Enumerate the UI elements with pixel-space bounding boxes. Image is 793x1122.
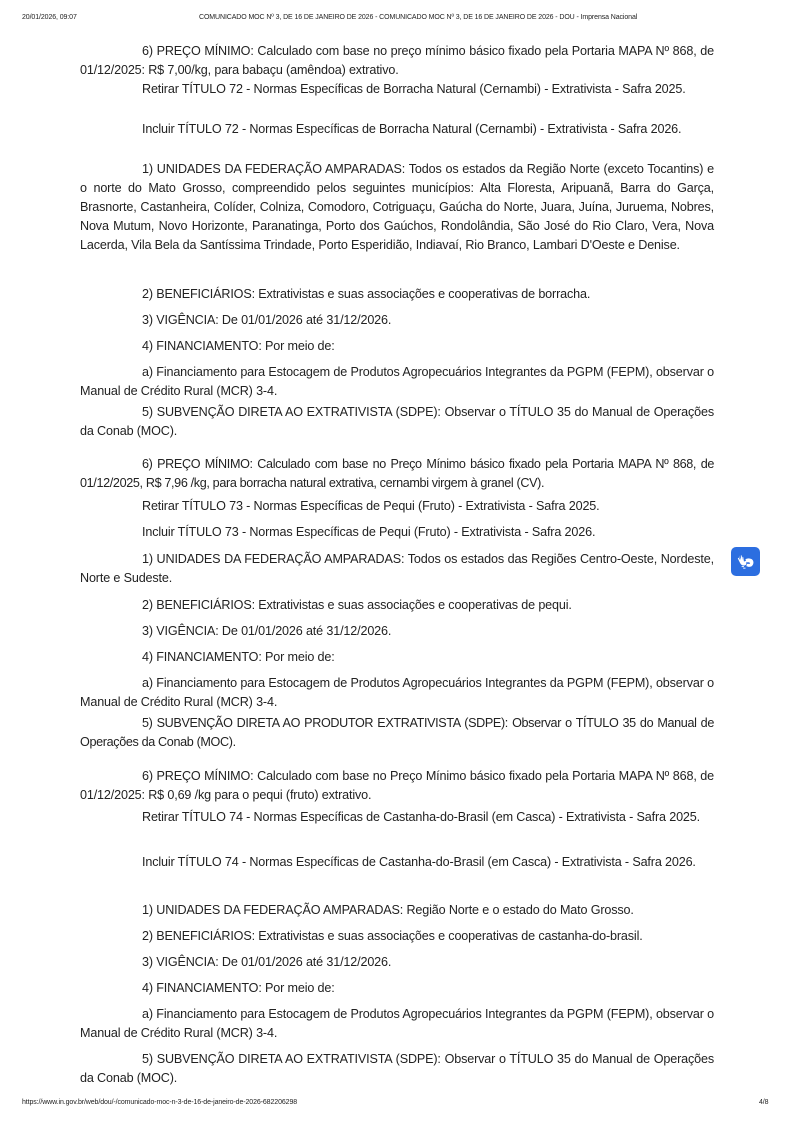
paragraph-financiamento-pequi: 4) FINANCIAMENTO: Por meio de: xyxy=(142,650,335,664)
paragraph-fepm-borracha: a) Financiamento para Estocagem de Produtos Agropecuários Integrantes da PGPM (FEPM), observar o Manual de Crédito Rural (MCR) 3-4. xyxy=(80,365,714,398)
paragraph-beneficiarios-pequi: 2) BENEFICIÁRIOS: Extrativistas e suas associações e cooperativas de pequi. xyxy=(142,598,572,612)
paragraph-incluir-titulo-73: Incluir TÍTULO 73 - Normas Específicas de Pequi (Fruto) - Extrativista - Safra 2026. xyxy=(142,525,596,539)
paragraph-fepm-castanha: a) Financiamento para Estocagem de Produtos Agropecuários Integrantes da PGPM (FEPM), observar o Manual de Crédito Rural (MCR) 3-4. xyxy=(80,1007,714,1040)
paragraph-preco-minimo-pequi: 6) PREÇO MÍNIMO: Calculado com base no Preço Mínimo básico fixado pela Portaria MAPA Nº 868, de 01/12/2025: R$ 0,69 /kg para o pequi (fruto) extrativo. xyxy=(80,769,714,802)
paragraph-unidades-borracha: 1) UNIDADES DA FEDERAÇÃO AMPARADAS: Todos os estados da Região Norte (exceto Tocantins) e o norte do Mato Grosso, compreendido pelos seguintes municípios: Alta Floresta, Aripuanã, Barra do Garça, Brasnorte, Castanheira, Colíder, Colniza, Comodoro, Cotriguaçu, Gaúcha do Norte, Juara, Juína, Juruema, Nobres, Nova Mutum, Novo Horizonte, Paranatinga, Porto dos Gaúchos, Rondolândia, São José do Rio Claro, Vera, Nova Lacerda, Vila Bela da Santíssima Trindade, Porto Esperidião, Indiavaí, Rio Branco, Lambari D'Oeste e Denise. xyxy=(80,162,714,252)
paragraph-fepm-pequi: a) Financiamento para Estocagem de Produtos Agropecuários Integrantes da PGPM (FEPM), observar o Manual de Crédito Rural (MCR) 3-4. xyxy=(80,676,714,709)
paragraph-preco-minimo-babacu: 6) PREÇO MÍNIMO: Calculado com base no preço mínimo básico fixado pela Portaria MAPA Nº 868, de 01/12/2025: R$ 7,00/kg, para babaçu (amêndoa) extrativo. xyxy=(80,44,714,77)
paragraph-beneficiarios-castanha: 2) BENEFICIÁRIOS: Extrativistas e suas associações e cooperativas de castanha-do-brasil. xyxy=(142,929,643,943)
paragraph-retirar-titulo-72: Retirar TÍTULO 72 - Normas Específicas de Borracha Natural (Cernambi) - Extrativista - Safra 2025. xyxy=(142,82,686,96)
paragraph-financiamento-borracha: 4) FINANCIAMENTO: Por meio de: xyxy=(142,339,335,353)
paragraph-incluir-titulo-74: Incluir TÍTULO 74 - Normas Específicas de Castanha-do-Brasil (em Casca) - Extrativista - Safra 2026. xyxy=(142,855,696,869)
paragraph-vigencia-borracha: 3) VIGÊNCIA: De 01/01/2026 até 31/12/2026. xyxy=(142,313,392,327)
print-page-title: COMUNICADO MOC Nº 3, DE 16 DE JANEIRO DE 2026 - COMUNICADO MOC Nº 3, DE 16 DE JANEIRO DE 2026 - DOU - Imprensa Nacional xyxy=(199,14,638,21)
paragraph-beneficiarios-borracha: 2) BENEFICIÁRIOS: Extrativistas e suas associações e cooperativas de borracha. xyxy=(142,287,591,301)
print-page-url: https://www.in.gov.br/web/dou/-/comunicado-moc-n-3-de-16-de-janeiro-de-2026-682206298 xyxy=(22,1099,298,1106)
paragraph-unidades-castanha: 1) UNIDADES DA FEDERAÇÃO AMPARADAS: Região Norte e o estado do Mato Grosso. xyxy=(142,903,634,917)
paragraph-sdpe-castanha: 5) SUBVENÇÃO DIRETA AO EXTRATIVISTA (SDPE): Observar o TÍTULO 35 do Manual de Operações da Conab (MOC). xyxy=(80,1052,714,1085)
paragraph-unidades-pequi: 1) UNIDADES DA FEDERAÇÃO AMPARADAS: Todos os estados das Regiões Centro-Oeste, Nordeste, Norte e Sudeste. xyxy=(80,552,714,585)
paragraph-vigencia-pequi: 3) VIGÊNCIA: De 01/01/2026 até 31/12/2026. xyxy=(142,624,392,638)
paragraph-retirar-titulo-74: Retirar TÍTULO 74 - Normas Específicas de Castanha-do-Brasil (em Casca) - Extrativista - Safra 2025. xyxy=(142,810,700,824)
paragraph-financiamento-castanha: 4) FINANCIAMENTO: Por meio de: xyxy=(142,981,335,995)
vlibras-hands-icon xyxy=(736,553,755,570)
print-datetime: 20/01/2026, 09:07 xyxy=(22,14,77,21)
vlibras-accessibility-button[interactable] xyxy=(731,547,760,576)
paragraph-incluir-titulo-72: Incluir TÍTULO 72 - Normas Específicas de Borracha Natural (Cernambi) - Extrativista - Safra 2026. xyxy=(142,122,682,136)
paragraph-vigencia-castanha: 3) VIGÊNCIA: De 01/01/2026 até 31/12/2026. xyxy=(142,955,392,969)
paragraph-retirar-titulo-73: Retirar TÍTULO 73 - Normas Específicas de Pequi (Fruto) - Extrativista - Safra 2025. xyxy=(142,499,600,513)
paragraph-sdpe-pequi: 5) SUBVENÇÃO DIRETA AO PRODUTOR EXTRATIVISTA (SDPE): Observar o TÍTULO 35 do Manual de Operações da Conab (MOC). xyxy=(80,716,714,749)
paragraph-preco-minimo-borracha: 6) PREÇO MÍNIMO: Calculado com base no Preço Mínimo básico fixado pela Portaria MAPA Nº 868, de 01/12/2025, R$ 7,96 /kg, para borracha natural extrativa, cernambi virgem à granel (CV). xyxy=(80,457,714,490)
print-page-number: 4/8 xyxy=(759,1099,769,1106)
paragraph-sdpe-borracha: 5) SUBVENÇÃO DIRETA AO EXTRATIVISTA (SDPE): Observar o TÍTULO 35 do Manual de Operações da Conab (MOC). xyxy=(80,405,714,438)
